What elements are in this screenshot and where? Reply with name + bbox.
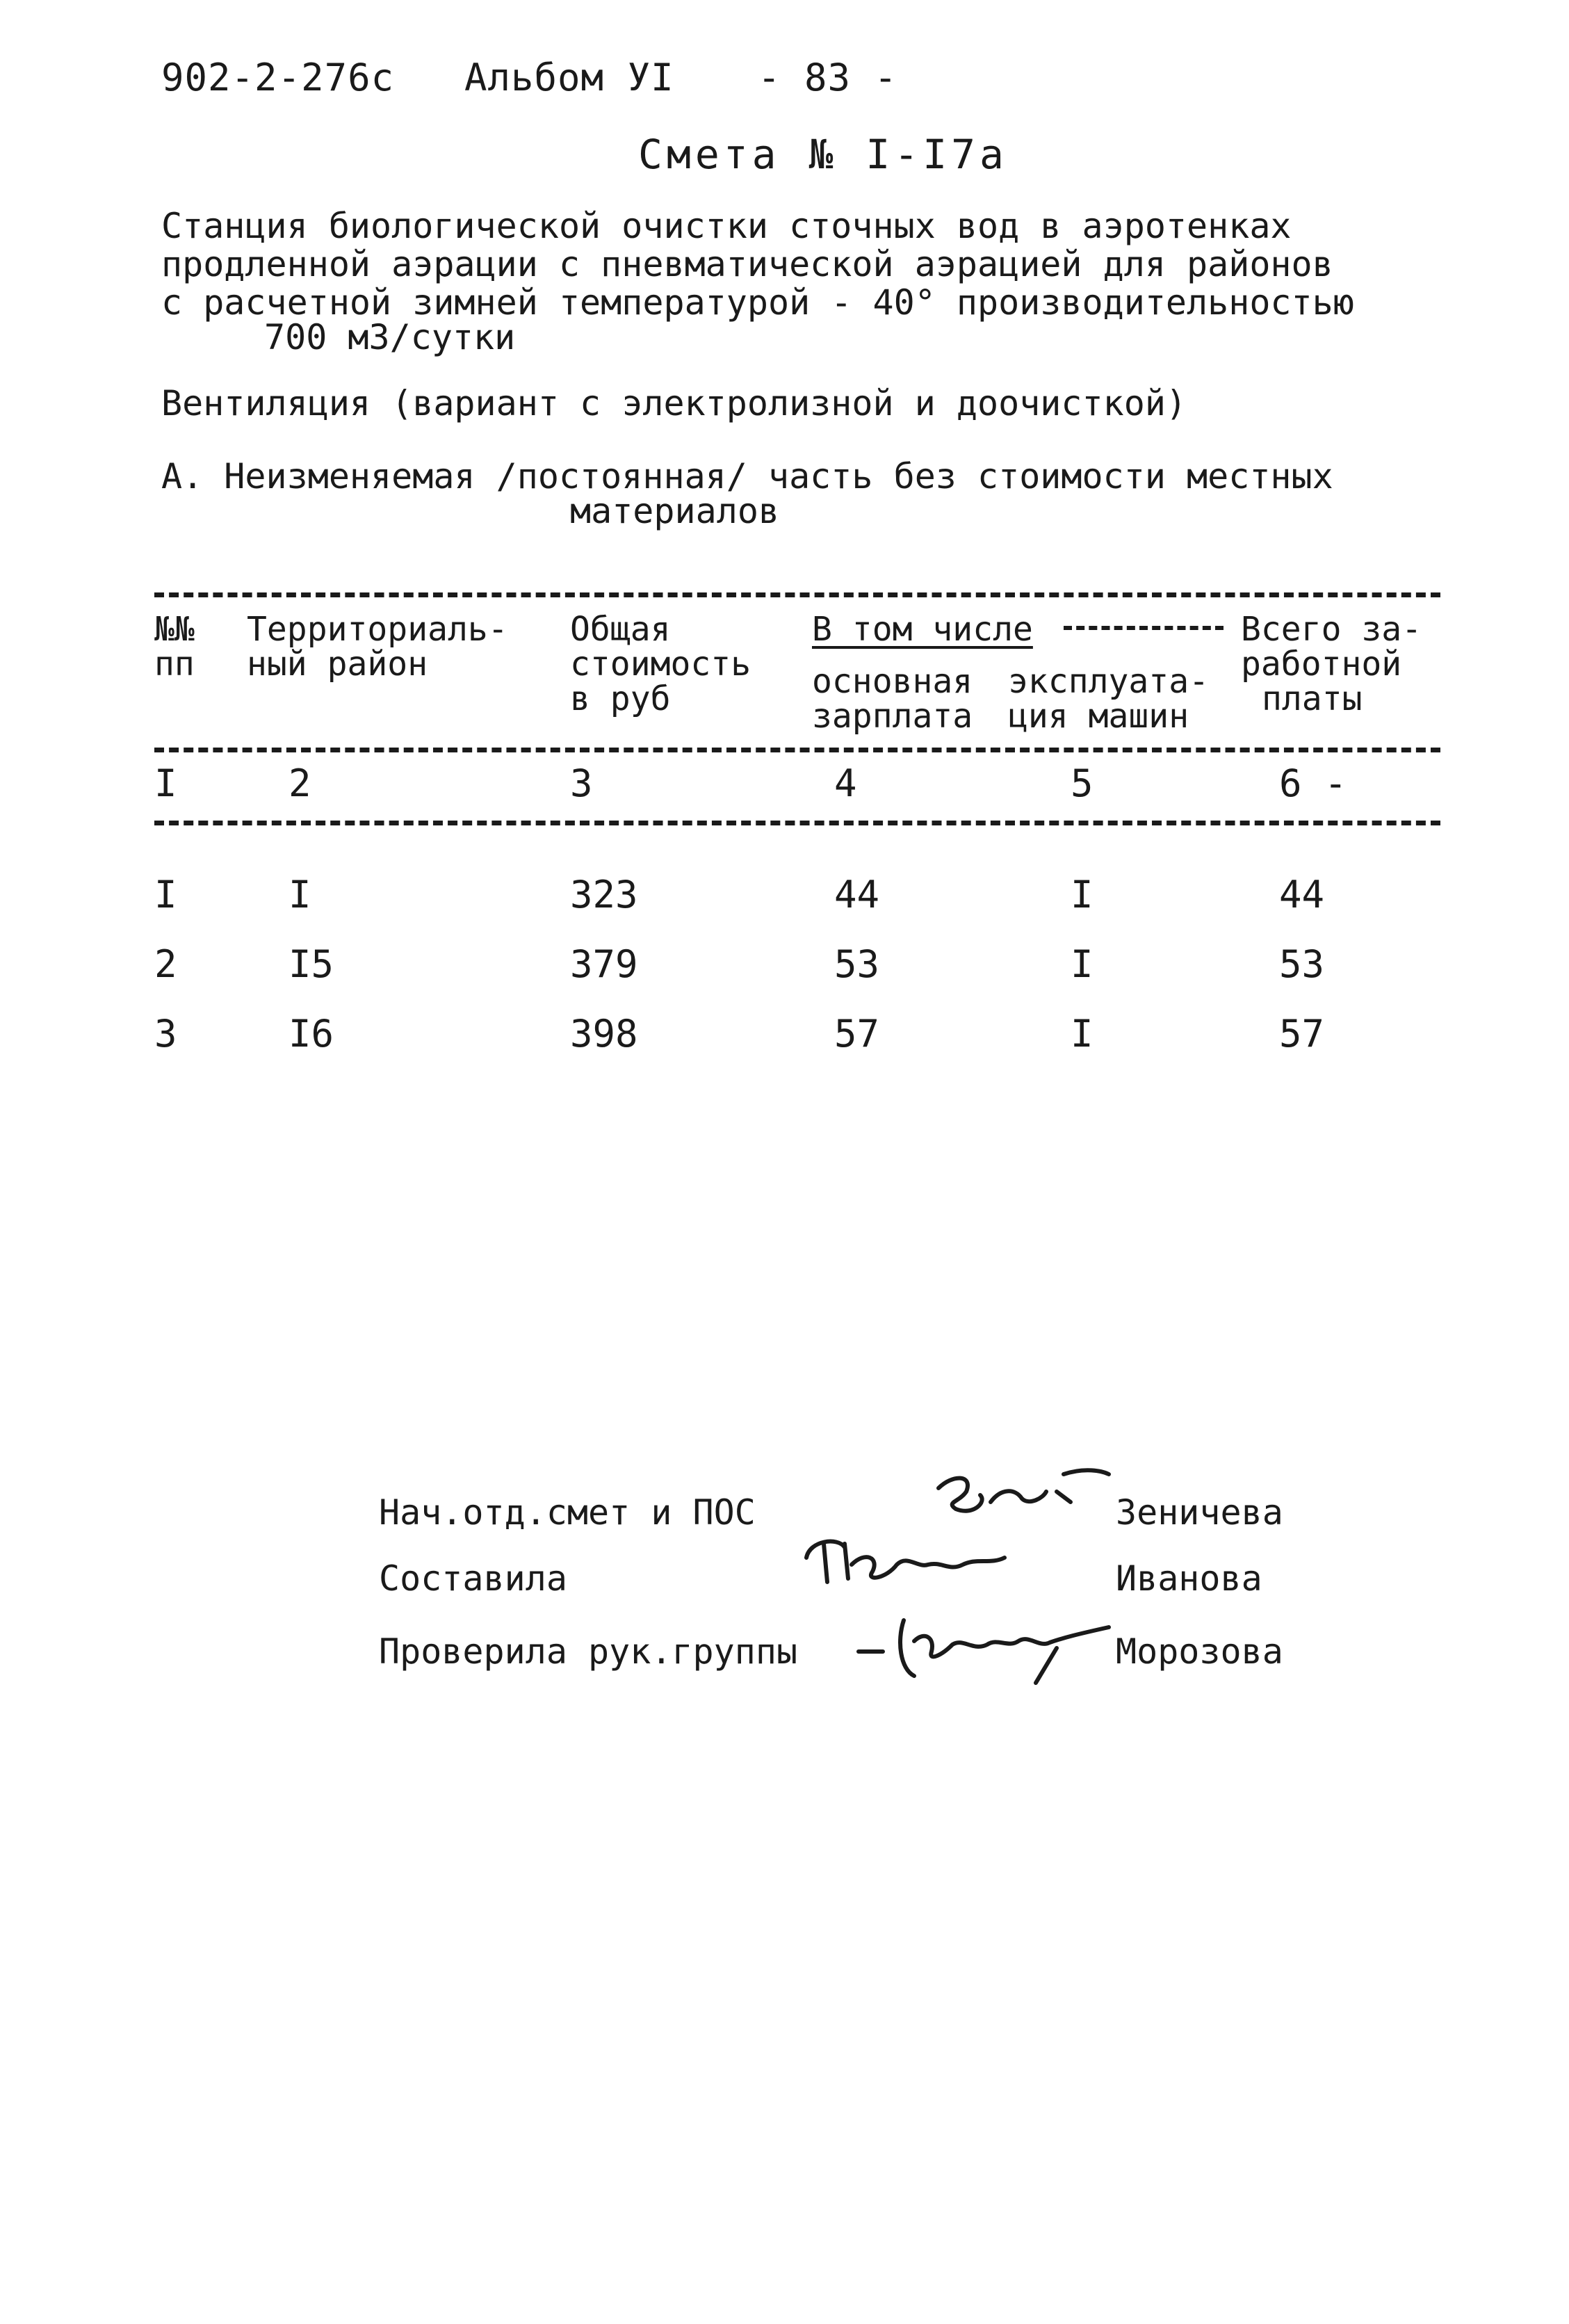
table-rule-top bbox=[154, 592, 1440, 597]
cell-machines: I bbox=[1071, 873, 1094, 917]
header-total-wages: Всего за- работной платы bbox=[1241, 610, 1422, 718]
estimate-subtitle: Вентиляция (вариант с электролизной и доочисткой) bbox=[161, 383, 1187, 423]
cell-region: I5 bbox=[288, 942, 334, 986]
signature-name-3: Морозова bbox=[1116, 1631, 1283, 1672]
handwritten-signature-3 bbox=[848, 1599, 1116, 1690]
cell-machines: I bbox=[1071, 1012, 1094, 1056]
signature-name-1: Зеничева bbox=[1116, 1492, 1283, 1533]
header-including: В том числе bbox=[812, 610, 1033, 649]
cell-wages: 44 bbox=[834, 873, 880, 917]
col-number-6: 6 - bbox=[1279, 761, 1347, 805]
section-line-1: А. Неизменяемая /постоянная/ часть без стоимости местных bbox=[161, 456, 1333, 497]
col-number-2: 2 bbox=[288, 761, 311, 805]
signature-role-1: Нач.отд.смет и ПОС bbox=[379, 1492, 756, 1533]
description-line-2: продленной аэрации с пневматической аэрацией для районов bbox=[161, 244, 1333, 284]
col-number-1: I bbox=[154, 761, 177, 805]
document-code: 902-2-276с bbox=[161, 56, 395, 99]
handwritten-signature-2 bbox=[796, 1523, 1025, 1599]
section-line-2: материалов bbox=[570, 491, 780, 531]
handwritten-signature-1 bbox=[925, 1460, 1112, 1530]
cell-num: 2 bbox=[154, 942, 177, 986]
table-rule-numbers bbox=[154, 821, 1440, 825]
cell-wages: 57 bbox=[834, 1012, 880, 1056]
header-machines: эксплуата- ция машин bbox=[1008, 662, 1209, 736]
header-total-cost: Общая стоимость в руб bbox=[570, 610, 751, 718]
description-line-4: 700 м3/сутки bbox=[264, 317, 516, 357]
cell-total-wages: 53 bbox=[1279, 942, 1325, 986]
signature-role-3: Проверила рук.группы bbox=[379, 1631, 798, 1672]
description-line-1: Станция биологической очистки сточных вод в аэротенках bbox=[161, 206, 1292, 246]
cell-num: 3 bbox=[154, 1012, 177, 1056]
description-line-3: с расчетной зимней температурой - 40° производительностью bbox=[161, 282, 1354, 323]
table-rule-header bbox=[154, 748, 1440, 752]
col-number-4: 4 bbox=[834, 761, 857, 805]
cell-total-cost: 323 bbox=[570, 873, 638, 917]
header-region: Территориаль- ный район bbox=[247, 610, 508, 684]
cell-total-cost: 398 bbox=[570, 1012, 638, 1056]
header-wages: основная зарплата bbox=[812, 662, 973, 736]
cell-region: I bbox=[288, 873, 311, 917]
header-num: №№ пп bbox=[154, 610, 195, 684]
header-including-rule bbox=[1064, 626, 1224, 630]
cell-num: I bbox=[154, 873, 177, 917]
cell-machines: I bbox=[1071, 942, 1094, 986]
signature-name-2: Иванова bbox=[1116, 1558, 1262, 1599]
cell-total-cost: 379 bbox=[570, 942, 638, 986]
cell-wages: 53 bbox=[834, 942, 880, 986]
cell-total-wages: 57 bbox=[1279, 1012, 1325, 1056]
estimate-title: Смета № I-I7а bbox=[638, 131, 1008, 178]
page-number: - 83 - bbox=[758, 56, 898, 99]
cell-total-wages: 44 bbox=[1279, 873, 1325, 917]
col-number-3: 3 bbox=[570, 761, 593, 805]
col-number-5: 5 bbox=[1071, 761, 1094, 805]
cell-region: I6 bbox=[288, 1012, 334, 1056]
album-label: Альбом УI bbox=[464, 56, 674, 99]
signature-role-2: Составила bbox=[379, 1558, 567, 1599]
